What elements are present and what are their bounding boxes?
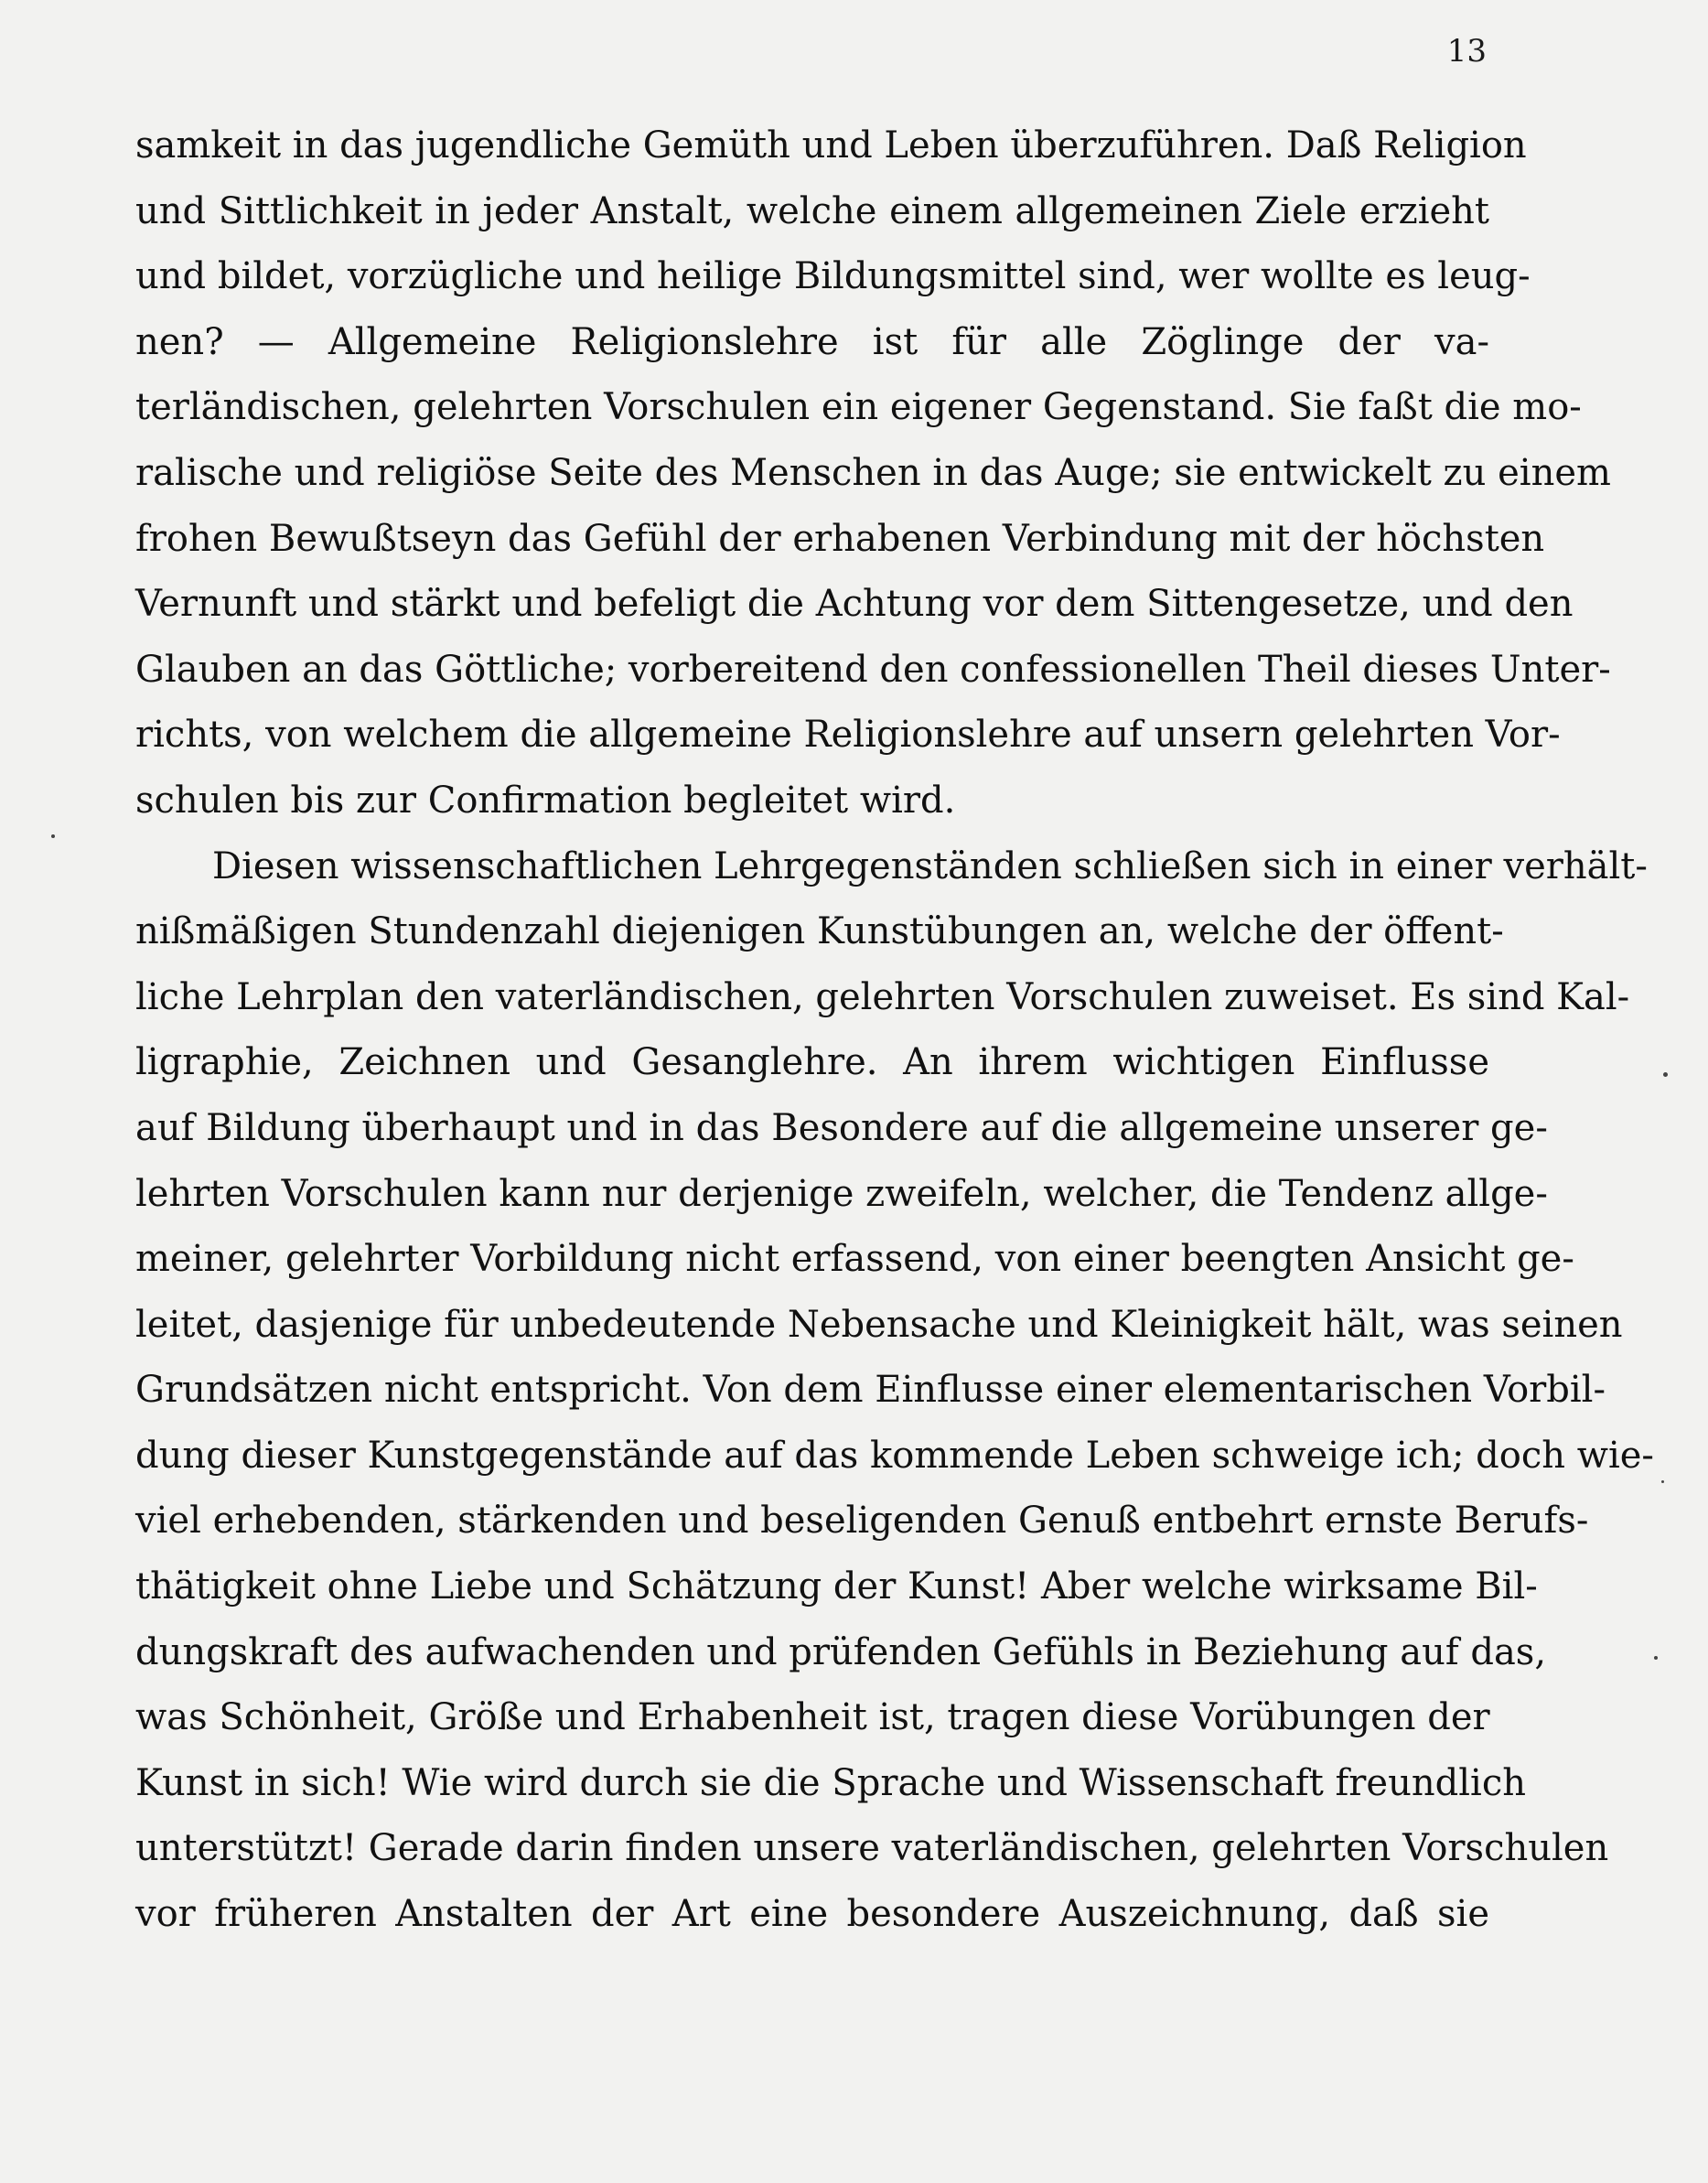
- text-line: frohen Bewußtseyn das Gefühl der erhabenen Verbindung mit der höchsten: [135, 517, 1545, 560]
- text-line: richts, von welchem die allgemeine Religionslehre auf unsern gelehrten Vor-: [135, 714, 1561, 757]
- text-line: samkeit in das jugendliche Gemüth und Leben überzuführen. Daß Religion: [135, 124, 1527, 167]
- text-line: auf Bildung überhaupt und in das Besondere auf die allgemeine unserer ge-: [135, 1106, 1548, 1149]
- text-line: dung dieser Kunstgegenstände auf das kommende Leben schweige ich; doch wie-: [135, 1434, 1654, 1477]
- text-line: lehrten Vorschulen kann nur derjenige zweifeln, welcher, die Tendenz allge-: [135, 1172, 1548, 1215]
- text-line: und Sittlichkeit in jeder Anstalt, welche einem allgemeinen Ziele erzieht: [135, 189, 1489, 232]
- text-line: Glauben an das Göttliche; vorbereitend den confessionellen Theil dieses Unter-: [135, 648, 1611, 691]
- paper-speck: [1663, 1072, 1668, 1077]
- text-line: ligraphie, Zeichnen und Gesanglehre. An ihrem wichtigen Einflusse: [135, 1041, 1489, 1084]
- text-line: terländischen, gelehrten Vorschulen ein eigener Gegenstand. Sie faßt die mo-: [135, 386, 1582, 429]
- text-line: Kunst in sich! Wie wird durch sie die Sprache und Wissenschaft freundlich: [135, 1761, 1526, 1804]
- text-line: Grundsätzen nicht entspricht. Von dem Einflusse einer elementarischen Vorbil-: [135, 1369, 1606, 1412]
- text-line: dungskraft des aufwachenden und prüfenden Gefühls in Beziehung auf das,: [135, 1630, 1547, 1673]
- text-line: liche Lehrplan den vaterländischen, gelehrten Vorschulen zuweiset. Es sind Kal-: [135, 975, 1630, 1018]
- paragraph-last-line: schulen bis zur Confirmation begleitet wird.: [135, 779, 956, 822]
- text-line: leitet, dasjenige für unbedeutende Nebensache und Kleinigkeit hält, was seinen: [135, 1303, 1623, 1346]
- text-line: nißmäßigen Stundenzahl diejenigen Kunstübungen an, welche der öffent-: [135, 910, 1504, 953]
- paragraph-first-line: Diesen wissenschaftlichen Lehrgegenständen schließen sich in einer verhält-: [212, 844, 1648, 887]
- text-line: thätigkeit ohne Liebe und Schätzung der Kunst! Aber welche wirksame Bil-: [135, 1565, 1538, 1608]
- text-line: unterstützt! Gerade darin finden unsere vaterländischen, gelehrten Vorschulen: [135, 1827, 1609, 1870]
- body-text: [135, 113, 1654, 1948]
- text-line: nen? — Allgemeine Religionslehre ist für alle Zöglinge der va-: [135, 320, 1489, 363]
- text-line: viel erhebenden, stärkenden und beseligenden Genuß entbehrt ernste Berufs-: [135, 1500, 1589, 1543]
- page-number: 13: [1446, 33, 1487, 70]
- text-line: meiner, gelehrter Vorbildung nicht erfassend, von einer beengten Ansicht ge-: [135, 1238, 1574, 1281]
- text-line: Vernunft und stärkt und befeligt die Achtung vor dem Sittengesetze, und den: [135, 583, 1574, 626]
- text-line: und bildet, vorzügliche und heilige Bildungsmittel sind, wer wollte es leug-: [135, 255, 1531, 298]
- text-line: was Schönheit, Größe und Erhabenheit ist, tragen diese Vorübungen der: [135, 1696, 1490, 1739]
- paper-speck: [51, 834, 55, 838]
- text-line: ralische und religiöse Seite des Menschen in das Auge; sie entwickelt zu einem: [135, 451, 1611, 494]
- paper-speck: [1654, 1656, 1658, 1660]
- text-line: vor früheren Anstalten der Art eine besondere Auszeichnung, daß sie: [135, 1893, 1489, 1936]
- paper-speck: [1661, 1480, 1664, 1483]
